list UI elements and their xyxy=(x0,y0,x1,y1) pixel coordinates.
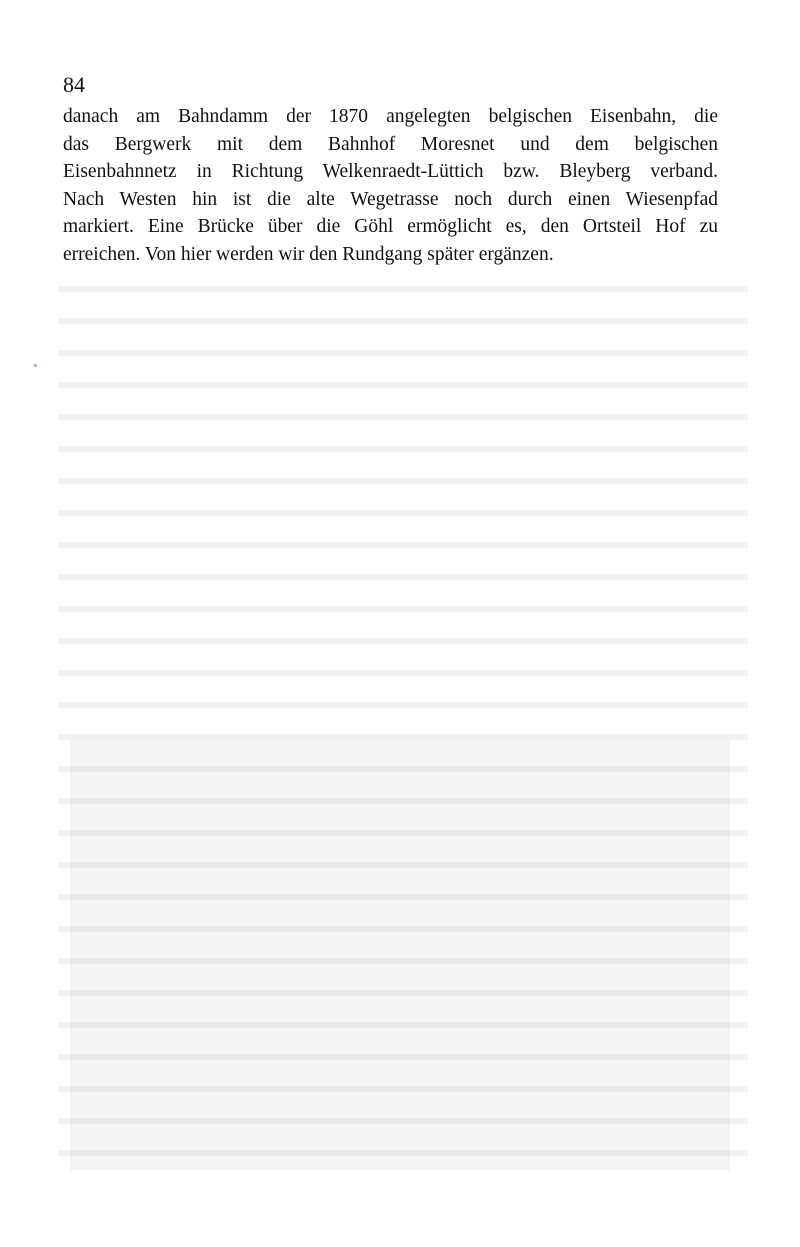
paragraph-line: das Bergwerk mit dem Bahnhof Moresnet und dem belgischen xyxy=(63,133,718,155)
paragraph-line: erreichen. Von hier werden wir den Rundgang später ergänzen. xyxy=(63,243,554,265)
body-paragraph xyxy=(63,103,718,268)
paragraph-line: Eisenbahnnetz in Richtung Welkenraedt-Lüttich bzw. Bleyberg verband. xyxy=(63,161,718,182)
show-through-photo xyxy=(70,740,730,1170)
paragraph-line: Nach Westen hin ist die alte Wegetrasse noch durch einen Wiesenpfad xyxy=(63,188,718,210)
paragraph-line: markiert. Eine Brücke über die Göhl ermöglicht es, den Ortsteil Hof zu xyxy=(63,216,718,237)
paragraph-line: danach am Bahndamm der 1870 angelegten belgischen Eisenbahn, die xyxy=(63,106,718,127)
paper-speck xyxy=(34,364,37,367)
page-number: 84 xyxy=(63,72,85,97)
